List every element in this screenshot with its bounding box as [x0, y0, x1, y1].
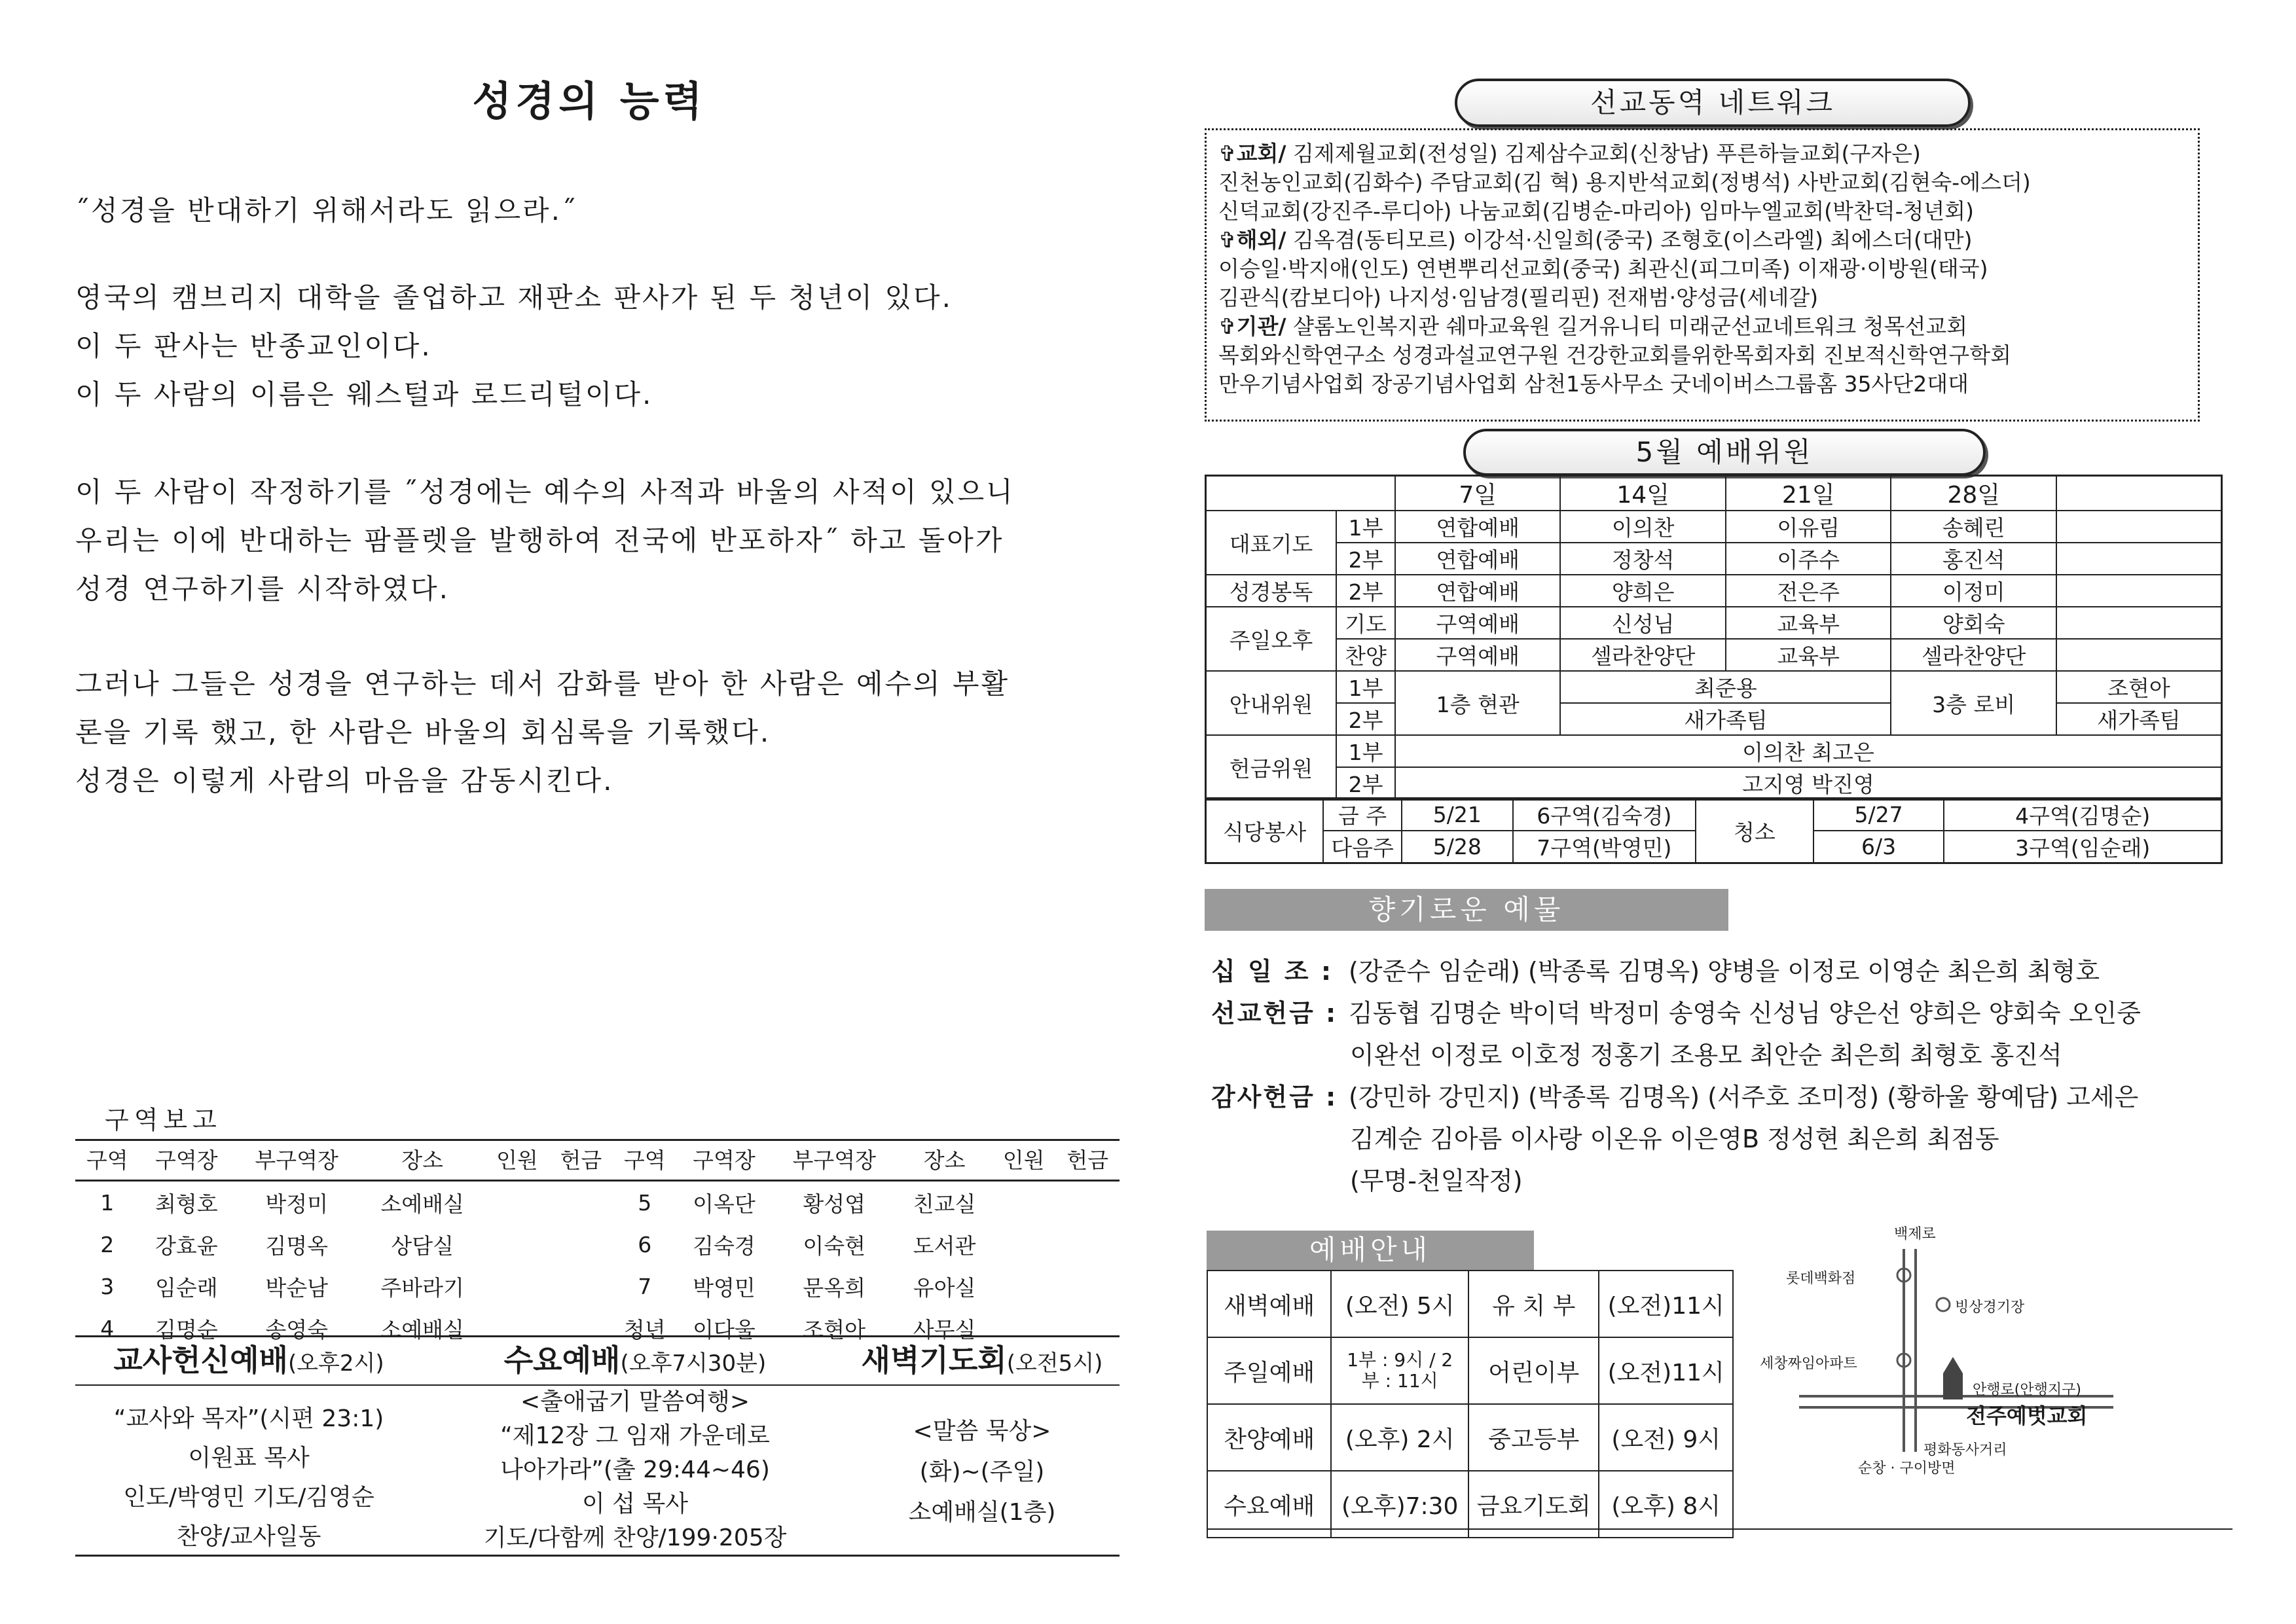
dawn-prayer-title: 새벽기도회: [861, 1343, 1007, 1378]
cell: 3층 로비: [1891, 671, 2056, 735]
offering-names: 김동협 김명순 박이덕 박정미 송영숙 신성님 양은선 양희은 양회숙 오인중: [1349, 999, 2141, 1028]
sermon-line: 소예배실(1층): [908, 1499, 1056, 1526]
cell: 연합예배: [1395, 543, 1560, 575]
col-header: 인원: [485, 1138, 549, 1181]
article-line: 우리는 이에 반대하는 팜플렛을 발행하여 전국에 반포하자˝ 하고 돌아가: [75, 524, 1004, 556]
cell: 송영숙: [265, 1316, 328, 1343]
network-text: 진천농인교회(김화수) 주담교회(김 혁) 용지반석교회(정병석) 사반교회(김현숙-에스더): [1218, 170, 2031, 195]
table-row: [1207, 1404, 1733, 1471]
article-line: 이 두 사람이 작정하기를 ˝성경에는 예수의 사적과 바울의 사적이 있으니: [75, 476, 1015, 508]
cell: 임순래: [155, 1274, 218, 1301]
network-title: 선교동역 네트워크: [1455, 79, 1971, 127]
offering-names: 이완선 이정로 이호정 정홍기 조용모 최안순 최은희 최형호 홍진석: [1350, 1041, 2062, 1070]
sermon-line: 기도/다함께 찬양/199·205장: [483, 1525, 787, 1551]
col-header: 헌금: [1055, 1138, 1120, 1181]
cell: 2: [100, 1231, 115, 1257]
part-label: 2부: [1336, 543, 1395, 575]
article-line: 성경 연구하기를 시작하였다.: [75, 573, 450, 605]
sermon-line: <말씀 묵상>: [913, 1418, 1051, 1445]
cell: [992, 1265, 1055, 1307]
cell: 유아실: [913, 1274, 976, 1301]
sermon-line: “교사와 목자”(시편 23:1): [113, 1405, 384, 1432]
cell: 소예배실: [380, 1316, 464, 1343]
cell: 1층 현관: [1395, 671, 1560, 735]
service-name: 어린이부: [1468, 1337, 1599, 1404]
district-table: [75, 1138, 1120, 1349]
article-paragraph-2: [75, 468, 1015, 613]
service-time: (오후) 2시: [1331, 1404, 1468, 1471]
cell: 6/3: [1813, 831, 1944, 863]
article-line: 이 두 판사는 반종교인이다.: [75, 330, 432, 362]
col-header: 장소: [897, 1138, 992, 1181]
cell: 홍진석: [1891, 543, 2056, 575]
map-road-label: 백제로: [1894, 1226, 1936, 1242]
worship-staff-table: [1205, 475, 2223, 801]
cell: 주바라기: [380, 1274, 464, 1301]
worship-guide-title: 예배안내: [1207, 1231, 1534, 1270]
cell: 5/28: [1402, 831, 1513, 863]
table-row: [1206, 735, 2222, 767]
date-header: 7일: [1395, 476, 1560, 511]
row-label: 성경봉독: [1206, 575, 1337, 607]
article-line: 성경은 이렇게 사람의 마음을 감동시킨다.: [75, 765, 614, 797]
cell: 고지영 박진영: [1395, 767, 2222, 800]
dawn-prayer-block: [838, 1339, 1126, 1533]
offerings-list: [1211, 950, 2232, 1199]
cell: 구역예배: [1395, 639, 1560, 671]
wednesday-service-time: (오후7시30분): [620, 1350, 767, 1377]
cell: 이다울: [693, 1316, 756, 1343]
cell: 정창석: [1560, 543, 1726, 575]
cell: 친교실: [913, 1191, 976, 1217]
cell: [992, 1181, 1055, 1224]
col-header: 부구역장: [771, 1138, 897, 1181]
wednesday-service-title: 수요예배: [503, 1343, 621, 1378]
cell: 1: [100, 1189, 115, 1216]
cell: 5: [638, 1189, 652, 1216]
cell: 금 주: [1323, 799, 1402, 831]
cell: 이주수: [1726, 543, 1891, 575]
table-row: [75, 1265, 1120, 1307]
map-landmark: 롯데백화점: [1786, 1271, 1856, 1287]
cell: 신성님: [1560, 607, 1726, 639]
cell: 셀라찬양단: [1891, 639, 2056, 671]
service-time: (오전) 9시: [1599, 1404, 1733, 1471]
cell: [549, 1181, 613, 1224]
cell: 연합예배: [1395, 575, 1560, 607]
network-text: 김제제월교회(전성일) 김제삼수교회(신창남) 푸른하늘교회(구자은): [1292, 141, 1921, 166]
cell: 이의찬: [1560, 511, 1726, 543]
cell: 송혜린: [1891, 511, 2056, 543]
sermon-line: 나아가라”(출 29:44~46): [500, 1456, 770, 1483]
part-label: 1부: [1336, 735, 1395, 767]
map-road-label: 안행로(안행지구): [1973, 1382, 2081, 1398]
cell: 교육부: [1726, 607, 1891, 639]
cell: [549, 1265, 613, 1307]
network-line: [1218, 168, 2186, 197]
article-line: 론을 기록 했고, 한 사람은 바울의 회심록을 기록했다.: [75, 716, 771, 748]
article-quote: ˝성경을 반대하기 위해서라도 읽으라.˝: [75, 194, 577, 226]
service-name: 새벽예배: [1207, 1271, 1331, 1337]
cell: 전은주: [1726, 575, 1891, 607]
part-label: 2부: [1336, 575, 1395, 607]
article-paragraph-1: [75, 274, 953, 419]
cell: 양희은: [1560, 575, 1726, 607]
service-name: 주일예배: [1207, 1337, 1331, 1404]
cell: 박영민: [693, 1274, 756, 1301]
row-label: 안내위원: [1206, 671, 1337, 735]
table-row: [1206, 511, 2222, 543]
cell: 박순남: [265, 1274, 328, 1301]
col-header: 인원: [992, 1138, 1055, 1181]
network-text: 이승일·박지애(인도) 연변뿌리선교회(중국) 최관신(피그미족) 이재광·이방원(태국): [1218, 256, 1988, 281]
row-label: 주일오후: [1206, 607, 1337, 671]
cell: 강효윤: [155, 1233, 218, 1259]
cell: 이유림: [1726, 511, 1891, 543]
sermon-line: 인도/박영민 기도/김영순: [123, 1484, 374, 1511]
cell: 다음주: [1323, 831, 1402, 863]
table-row: [1207, 1337, 1733, 1404]
table-row: [1206, 607, 2222, 639]
offering-names: 김계순 김아름 이사랑 이온유 이은영B 정성현 최은희 최점동: [1350, 1125, 1999, 1153]
service-time: (오전)11시: [1599, 1271, 1733, 1337]
cell: 김숙경: [693, 1233, 756, 1259]
teacher-service-block: [75, 1339, 422, 1557]
service-name: 찬양예배: [1207, 1404, 1331, 1471]
dawn-prayer-time: (오전5시): [1006, 1350, 1103, 1377]
cell: 5/21: [1402, 799, 1513, 831]
offering-names: (무명-천일작정): [1350, 1166, 1523, 1195]
cell: 셀라찬양단: [1560, 639, 1726, 671]
cell: 연합예배: [1395, 511, 1560, 543]
cell: 양회숙: [1891, 607, 2056, 639]
cell: [485, 1223, 549, 1265]
cell: 조현아: [803, 1316, 866, 1343]
offering-label: 감사헌금 :: [1211, 1083, 1338, 1111]
offering-names: (강준수 임순래) (박종록 김명옥) 양병을 이정로 이영순 최은희 최형호: [1349, 957, 2100, 986]
part-label: 2부: [1336, 703, 1395, 735]
cell: [1055, 1265, 1120, 1307]
network-line: [1218, 139, 2186, 168]
church-map: [1747, 1223, 2120, 1498]
cell: 문옥희: [803, 1274, 866, 1301]
divider: [1207, 1528, 2232, 1530]
sermon-line: (화)~(주일): [919, 1458, 1045, 1485]
network-text: 김옥겸(동티모르) 이강석·신일희(중국) 조형호(이스라엘) 최에스더(대만): [1292, 227, 1973, 253]
cell: 이옥단: [693, 1191, 756, 1217]
cell: 청년: [623, 1316, 666, 1343]
network-line: [1218, 341, 2186, 370]
table-row: [1206, 575, 2222, 607]
divider: [75, 1335, 1120, 1337]
network-text: 샬롬노인복지관 쉐마교육원 길거유니티 미래군선교네트워크 청목선교회: [1292, 314, 1968, 339]
table-row: [75, 1181, 1120, 1224]
row-label: 식당봉사: [1206, 799, 1324, 863]
part-label: 1부: [1336, 671, 1395, 703]
cell: 구역예배: [1395, 607, 1560, 639]
service-time: (오전) 5시: [1331, 1271, 1468, 1337]
date-header: 14일: [1560, 476, 1726, 511]
cell: 5/27: [1813, 799, 1944, 831]
offerings-title: 향기로운 예물: [1205, 889, 1728, 931]
part-label: 찬양: [1336, 639, 1395, 671]
sermon-line: 이 섭 목사: [582, 1490, 688, 1517]
col-header: 구역: [75, 1138, 139, 1181]
cell: 4: [100, 1315, 115, 1341]
network-text: 만우기념사업회 장공기념사업회 삼천1동사무소 굿네이버스그룹홈 35사단2대대: [1218, 371, 1969, 397]
cell: 이의찬 최고은: [1395, 735, 2222, 767]
col-header: 부구역장: [234, 1138, 359, 1181]
cell: 7구역(박영민): [1513, 831, 1696, 863]
cell: 박정미: [265, 1191, 328, 1217]
date-header: 28일: [1891, 476, 2056, 511]
wednesday-service-block: [452, 1339, 818, 1555]
offering-label: 십 일 조 :: [1211, 957, 1334, 986]
table-row: [1206, 671, 2222, 703]
teacher-service-title: 교사헌신예배: [113, 1343, 288, 1378]
cell: [1055, 1181, 1120, 1224]
date-header: 21일: [1726, 476, 1891, 511]
table-header-row: [1206, 476, 2222, 511]
service-name: 금요기도회: [1468, 1471, 1599, 1538]
cell: 김명옥: [265, 1233, 328, 1259]
col-header: 구역장: [139, 1138, 234, 1181]
network-text: 목회와신학연구소 성경과설교연구원 건강한교회를위한목회자회 진보적신학연구학회: [1218, 342, 2011, 368]
article-paragraph-3: [75, 660, 1010, 805]
network-box: [1205, 128, 2200, 422]
service-name: 수요예배: [1207, 1471, 1331, 1538]
service-name: 유 치 부: [1468, 1271, 1599, 1337]
col-header: 구역: [613, 1138, 676, 1181]
cell: 소예배실: [380, 1191, 464, 1217]
row-label: 헌금위원: [1206, 735, 1337, 800]
cell: 도서관: [913, 1233, 976, 1259]
cell: [485, 1181, 549, 1224]
service-time: 1부 : 9시 / 2부 : 11시: [1331, 1337, 1468, 1404]
table-row: [75, 1223, 1120, 1265]
cell: 4구역(김명순): [1944, 799, 2221, 831]
cell: 최형호: [155, 1191, 218, 1217]
col-header: 구역장: [677, 1138, 772, 1181]
map-landmark: 순창 · 구이방면: [1858, 1460, 1956, 1477]
col-header: 장소: [359, 1138, 485, 1181]
cell: [549, 1223, 613, 1265]
part-label: 1부: [1336, 511, 1395, 543]
network-category: ✞해외/: [1218, 227, 1286, 253]
cell: 조현아: [2056, 671, 2222, 703]
map-church-name: 전주예벗교회: [1966, 1403, 2088, 1428]
map-landmark: 빙상경기장: [1955, 1299, 2025, 1316]
network-line: [1218, 370, 2186, 399]
cell: 6구역(김숙경): [1513, 799, 1696, 831]
cell: 새가족팀: [2056, 703, 2222, 735]
cell: 7: [638, 1273, 652, 1299]
table-row: [1206, 703, 2222, 735]
cell: 이숙현: [803, 1233, 866, 1259]
cell: 상담실: [391, 1233, 454, 1259]
sermon-line: 찬양/교사일동: [176, 1523, 321, 1550]
part-label: 기도: [1336, 607, 1395, 639]
worship-staff-title: 5월 예배위원: [1463, 429, 1986, 476]
table-row: [1207, 1271, 1733, 1337]
network-text: 신덕교회(강진주-루디아) 나눔교회(김병순-마리아) 임마누엘교회(박찬덕-청년회): [1218, 198, 1975, 224]
cell: 6: [638, 1231, 652, 1257]
cell: 3구역(임순래): [1944, 831, 2221, 863]
network-line: [1218, 226, 2186, 255]
teacher-service-time: (오후2시): [287, 1350, 384, 1377]
cell: [992, 1223, 1055, 1265]
cell: 이정미: [1891, 575, 2056, 607]
meal-service-table: [1205, 797, 2223, 864]
network-line: [1218, 197, 2186, 226]
service-time: (오후)7:30: [1331, 1471, 1468, 1538]
cell: 청소: [1696, 799, 1813, 863]
table-row: [1206, 799, 2222, 831]
part-label: 2부: [1336, 767, 1395, 800]
service-time: (오후) 8시: [1599, 1471, 1733, 1538]
row-label: 대표기도: [1206, 511, 1337, 575]
cell: [1055, 1223, 1120, 1265]
service-name: 중고등부: [1468, 1404, 1599, 1471]
cell: 김명순: [155, 1316, 218, 1343]
table-row: [1207, 1471, 1733, 1538]
offering-label: 선교헌금 :: [1211, 999, 1338, 1028]
col-header: 헌금: [549, 1138, 613, 1181]
sermon-line: 이원표 목사: [188, 1445, 310, 1471]
table-row: [1206, 767, 2222, 800]
article-line: 그러나 그들은 성경을 연구하는 데서 감화를 받아 한 사람은 예수의 부활: [75, 668, 1010, 700]
network-category: ✞교회/: [1218, 141, 1286, 166]
article-line: 영국의 캠브리지 대학을 졸업하고 재판소 판사가 된 두 청년이 있다.: [75, 281, 953, 314]
network-category: ✞기관/: [1218, 314, 1286, 339]
service-time: (오전)11시: [1599, 1337, 1733, 1404]
cell: 3: [100, 1273, 115, 1299]
table-header-row: [75, 1138, 1120, 1181]
district-report-title: 구역보고: [105, 1106, 222, 1134]
network-text: 김관식(캄보디아) 나지성·임남경(필리핀) 전재범·양성금(세네갈): [1218, 285, 1819, 310]
map-landmark: 평화동사거리: [1923, 1442, 2007, 1458]
article-title: 성경의 능력: [472, 77, 706, 125]
worship-guide-table: [1207, 1270, 1734, 1538]
network-line: [1218, 312, 2186, 341]
article-line: 이 두 사람의 이름은 웨스털과 로드리털이다.: [75, 378, 653, 410]
cell: [485, 1265, 549, 1307]
table-row: [1206, 639, 2222, 671]
cell: 최준용: [1560, 671, 1891, 703]
cell: 새가족팀: [1560, 703, 1891, 735]
network-line: [1218, 255, 2186, 283]
cell: 교육부: [1726, 639, 1891, 671]
cell: 황성엽: [803, 1191, 866, 1217]
cell: 사무실: [913, 1316, 976, 1343]
sermon-line: <출애굽기 말씀여행>: [520, 1388, 750, 1415]
table-row: [1206, 543, 2222, 575]
offering-names: (강민하 강민지) (박종록 김명옥) (서주호 조미정) (황하울 황예담) 고세은: [1349, 1083, 2139, 1111]
sermon-line: “제12장 그 임재 가운데로: [500, 1422, 770, 1449]
map-landmark: 세창짜임아파트: [1760, 1356, 1857, 1372]
network-line: [1218, 283, 2186, 312]
